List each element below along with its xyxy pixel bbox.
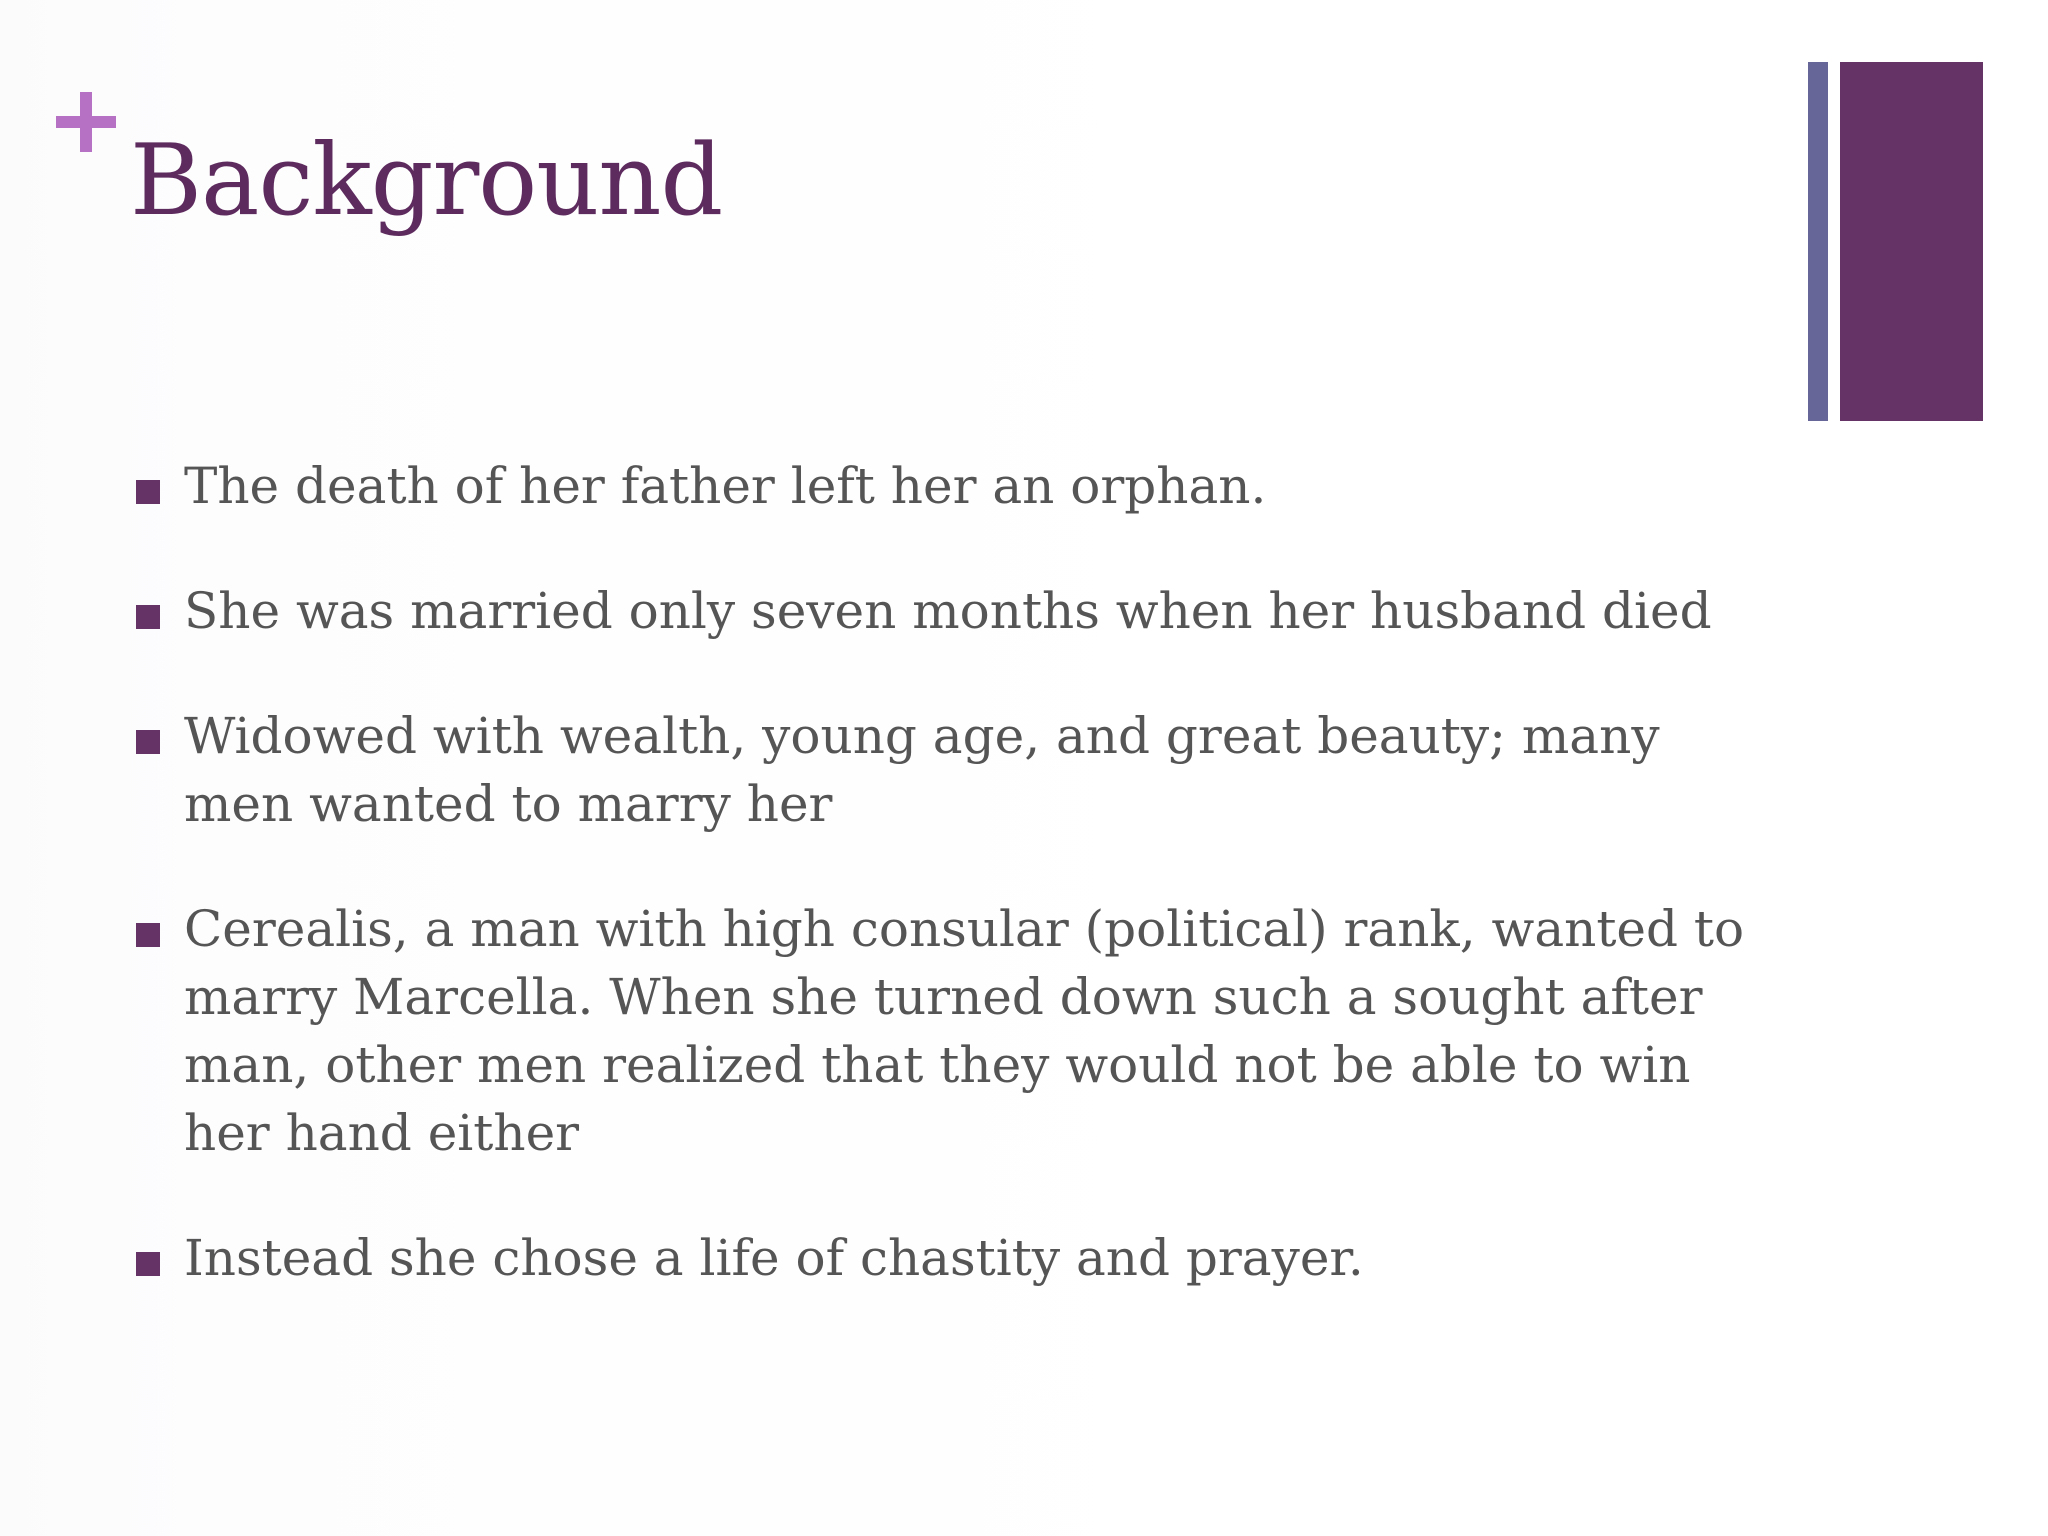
bullet-text: The death of her father left her an orphan. [184,457,1267,515]
decorative-bar-thin [1808,62,1828,421]
bullet-item [136,895,1776,1167]
bullet-text: Widowed with wealth, young age, and great beauty; many men wanted to marry her [184,707,1660,833]
bullet-item [136,702,1776,838]
square-bullet-icon [136,730,160,754]
plus-icon [56,92,116,152]
plus-vertical-stroke [80,92,92,152]
bullet-text: Cerealis, a man with high consular (political) rank, wanted to marry Marcella. When she turned down such a sought after man, other men realized that they would not be able to win her hand either [184,900,1745,1162]
decorative-bar-thick [1840,62,1983,421]
bullet-item [136,577,1776,645]
bullet-text: She was married only seven months when her husband died [184,582,1712,640]
bullet-list [136,452,1776,1349]
bullet-text: Instead she chose a life of chastity and prayer. [184,1229,1364,1287]
square-bullet-icon [136,923,160,947]
bullet-item [136,1224,1776,1292]
square-bullet-icon [136,1252,160,1276]
square-bullet-icon [136,605,160,629]
bullet-item [136,452,1776,520]
slide-title: Background [130,124,723,238]
square-bullet-icon [136,480,160,504]
